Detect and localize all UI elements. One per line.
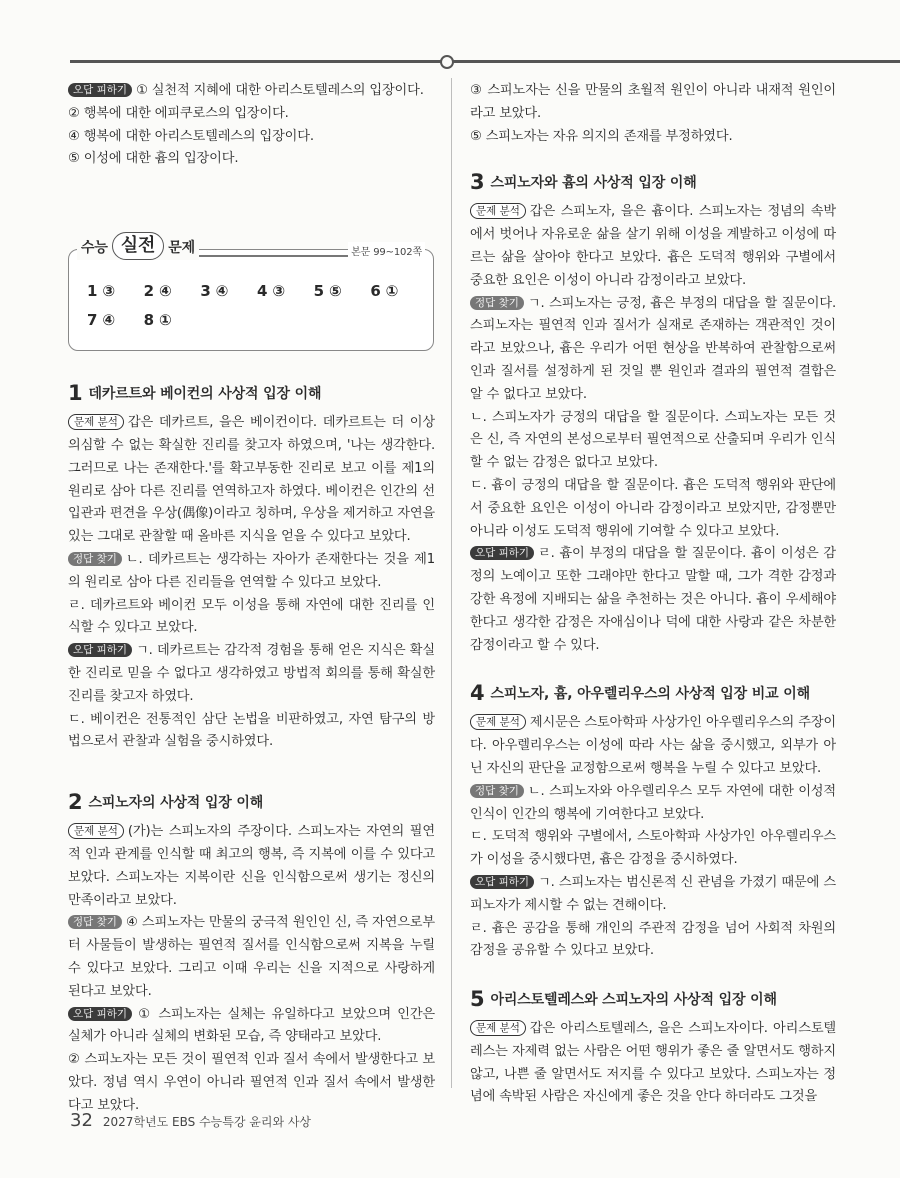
page-range: 본문 99~102쪽 bbox=[348, 242, 425, 265]
tag-avoid: 오답 피하기 bbox=[68, 1007, 132, 1021]
tag-avoid: 오답 피하기 bbox=[470, 875, 534, 889]
answer-box-label: 수능 실전 문제 bbox=[77, 232, 199, 260]
answer-item: 5 ⑤ bbox=[313, 282, 342, 301]
tag-avoid: 오답 피하기 bbox=[68, 83, 132, 97]
page-number: 32 bbox=[70, 1110, 93, 1131]
section-3: 3 스피노자와 흄의 사상적 입장 이해 문제 분석 갑은 스피노자, 을은 흄이다. 스피노자는 정념의 속박에서 벗어나 자유로운 삶을 살기 위해 이성을 계발하고 이성에 따르는 삶을 살아야 한다고 보았다. 흄은 도덕적 행위와 구별에서 중요한 요인은 이성이 아니라 감정이라고 보았다. 정답 찾기 ㄱ. 스피노자는 긍정, 흄은 부정의 대답을 할 질문이다. 스피노자는 필연적 인과 질서가 실재로 존재하는 객관적인 것이라고 보았으나, 흄은 우리가 어떤 현상을 반복하여 관찰함으로써 인과 질서를 설정하게 된 것일 뿐 원인과 결과의 필연적 결합은 알 수 없다고 보았다. ㄴ. 스피노자가 긍정의 대답을 할 질문이다. 스피노자는 모든 것은 신, 즉 자연의 본성으로부터 필연적으로 산출되며 우리가 인식할 수 없는 감정은 없다고 보았다. ㄷ. 흄이 긍정의 대답을 할 질문이다. 흄은 도덕적 행위와 판단에서 중요한 요인은 이성이 아니라 감정이라고 보았지만, 감정뿐만 아니라 이성도 도덕적 행위에 기여할 수 있다고 보았다. 오답 피하기 ㄹ. 흄이 부정의 대답을 할 질문이다. 흄이 이성은 감정의 노예이고 또한 그래야만 한다고 말할 때, 그가 격한 감정과 강한 욕정에 지배되는 삶을 추천하는 것은 아니다. 흄이 우세해야 한다고 생각한 감정은 자애심이나 덕에 대한 사랑과 같은 차분한 감정이라고 할 수 있다. bbox=[470, 170, 836, 653]
tag-find: 정답 찾기 bbox=[470, 784, 524, 798]
answer-item: 1 ③ bbox=[87, 282, 115, 301]
answer-item: 8 ① bbox=[143, 310, 172, 329]
tag-analysis: 문제 분석 bbox=[68, 823, 124, 839]
right-column bbox=[470, 80, 836, 1109]
tag-find: 정답 찾기 bbox=[68, 552, 122, 566]
tag-avoid: 오답 피하기 bbox=[470, 546, 534, 560]
book-title: 2027학년도 EBS 수능특강 윤리와 사상 bbox=[102, 1115, 312, 1129]
answer-item: 6 ① bbox=[370, 282, 399, 301]
intro-line: ④ 행복에 대한 아리스토텔레스의 입장이다. bbox=[68, 128, 314, 144]
answer-item: 4 ③ bbox=[257, 282, 285, 301]
section-4: 4 스피노자, 흄, 아우렐리우스의 사상적 입장 비교 이해 문제 분석 제시문은 스토아학파 사상가인 아우렐리우스의 주장이다. 아우렐리우스는 이성에 따라 사는 삶을 중시했고, 외부가 아닌 자신의 판단을 교정함으로써 행복을 누릴 수 있다고 보았다. 정답 찾기 ㄴ. 스피노자와 아우렐리우스 모두 자연에 대한 이성적 인식이 인간의 행복에 기여한다고 보았다. ㄷ. 도덕적 행위와 구별에서, 스토아학파 사상가인 아우렐리우스가 이성을 중시했다면, 흄은 감정을 중시하였다. 오답 피하기 ㄱ. 스피노자는 범신론적 신 관념을 가졌기 때문에 스피노자가 제시할 수 없는 견해이다. ㄹ. 흄은 공감을 통해 개인의 주관적 감정을 넘어 사회적 차원의 감정을 공유할 수 있다고 보았다. bbox=[470, 681, 836, 959]
tag-analysis: 문제 분석 bbox=[470, 1020, 526, 1036]
column-divider bbox=[451, 78, 452, 1088]
section-title: 2 스피노자의 사상적 입장 이해 bbox=[68, 790, 264, 815]
tag-analysis: 문제 분석 bbox=[68, 414, 124, 430]
answer-key-box bbox=[68, 235, 434, 351]
section-title: 4 스피노자, 흄, 아우렐리우스의 사상적 입장 비교 이해 bbox=[470, 681, 811, 706]
intro-line: ⑤ 스피노자는 자유 의지의 존재를 부정하였다. bbox=[470, 128, 733, 144]
section-2: 2 스피노자의 사상적 입장 이해 문제 분석 (가)는 스피노자의 주장이다. 스피노자는 자연의 필연적 인과 관계를 인식할 때 최고의 행복, 즉 지복에 이를 수 있다고 보았다. 스피노자는 지복이란 신을 인식함으로써 생기는 정신의 만족이라고 보았다. 정답 찾기 ④ 스피노자는 만물의 궁극적 원인인 신, 즉 자연으로부터 사물들이 발생하는 필연적 질서를 인식함으로써 지복을 누릴 수 있다고 보았다. 그리고 이때 우리는 신을 지적으로 사랑하게 된다고 보았다. 오답 피하기 ① 스피노자는 실체는 유일하다고 보았으며 인간은 실체가 아니라 실체의 변화된 모습, 즉 양태라고 보았다. ② 스피노자는 모든 것이 필연적 인과 질서 속에서 발생한다고 보았다. 정념 역시 우연이 아니라 필연적 인과 질서 속에서 발생한다고 보았다. bbox=[68, 790, 435, 1113]
answer-item: 2 ④ bbox=[143, 282, 172, 301]
header-rule-dot bbox=[440, 55, 454, 69]
header-rule bbox=[70, 60, 900, 63]
tag-analysis: 문제 분석 bbox=[470, 714, 526, 730]
intro-line: ⑤ 이성에 대한 흄의 입장이다. bbox=[68, 151, 239, 167]
intro-line: 오답 피하기 ① 실천적 지혜에 대한 아리스토텔레스의 입장이다. bbox=[68, 80, 435, 103]
tag-find: 정답 찾기 bbox=[470, 296, 524, 310]
section-1: 1 데카르트와 베이컨의 사상적 입장 이해 문제 분석 갑은 데카르트, 을은 베이컨이다. 데카르트는 더 이상 의심할 수 없는 확실한 진리를 찾고자 하였으며, '나는 생각한다. 그러므로 나는 존재한다.'를 확고부동한 진리로 보고 이를 제1의 원리로 삼아 다른 진리를 연역하고자 하였다. 베이컨은 인간의 선입관과 편견을 우상(偶像)이라고 칭하며, 우상을 제거하고 자연을 있는 그대로 관찰할 때 올바른 지식을 얻을 수 있다고 보았다. 정답 찾기 ㄴ. 데카르트는 생각하는 자아가 존재한다는 것을 제1의 원리로 삼아 다른 진리들을 연역할 수 있다고 보았다. ㄹ. 데카르트와 베이컨 모두 이성을 통해 자연에 대한 진리를 인식할 수 있다고 보았다. 오답 피하기 ㄱ. 데카르트는 감각적 경험을 통해 얻은 지식은 확실한 진리로 믿을 수 없다고 생각하였고 방법적 회의를 통해 확실한 진리를 찾고자 하였다. ㄷ. 베이컨은 전통적인 삼단 논법을 비판하였고, 자연 탐구의 방법으로서 관찰과 실험을 중시하였다. bbox=[68, 381, 435, 750]
tag-find: 정답 찾기 bbox=[68, 915, 122, 929]
tag-avoid: 오답 피하기 bbox=[68, 643, 132, 657]
section-5: 5 아리스토텔레스와 스피노자의 사상적 입장 이해 문제 분석 갑은 아리스토텔레스, 을은 스피노자이다. 아리스토텔레스는 자제력 없는 사람은 어떤 행위가 좋은 줄 알면서도 행하지 않고, 나쁜 줄 알면서도 저지를 수 있다고 보았다. 스피노자는 정념에 속박된 사람은 자신에게 좋은 것을 안다 하더라도 그것을 bbox=[470, 987, 836, 1105]
section-title: 5 아리스토텔레스와 스피노자의 사상적 입장 이해 bbox=[470, 987, 777, 1012]
section-title: 1 데카르트와 베이컨의 사상적 입장 이해 bbox=[68, 381, 322, 406]
left-column bbox=[68, 80, 435, 1118]
intro-line: ② 행복에 대한 에피쿠로스의 입장이다. bbox=[68, 105, 289, 121]
intro-line: ③ 스피노자는 신을 만물의 초월적 원인이 아니라 내재적 원인이라고 보았다. bbox=[470, 83, 836, 121]
page-footer bbox=[70, 1110, 311, 1131]
tag-analysis: 문제 분석 bbox=[470, 203, 526, 219]
section-title: 3 스피노자와 흄의 사상적 입장 이해 bbox=[470, 170, 697, 195]
answer-item: 7 ④ bbox=[87, 310, 115, 329]
answer-grid bbox=[87, 280, 427, 332]
answer-item: 3 ④ bbox=[200, 282, 229, 301]
